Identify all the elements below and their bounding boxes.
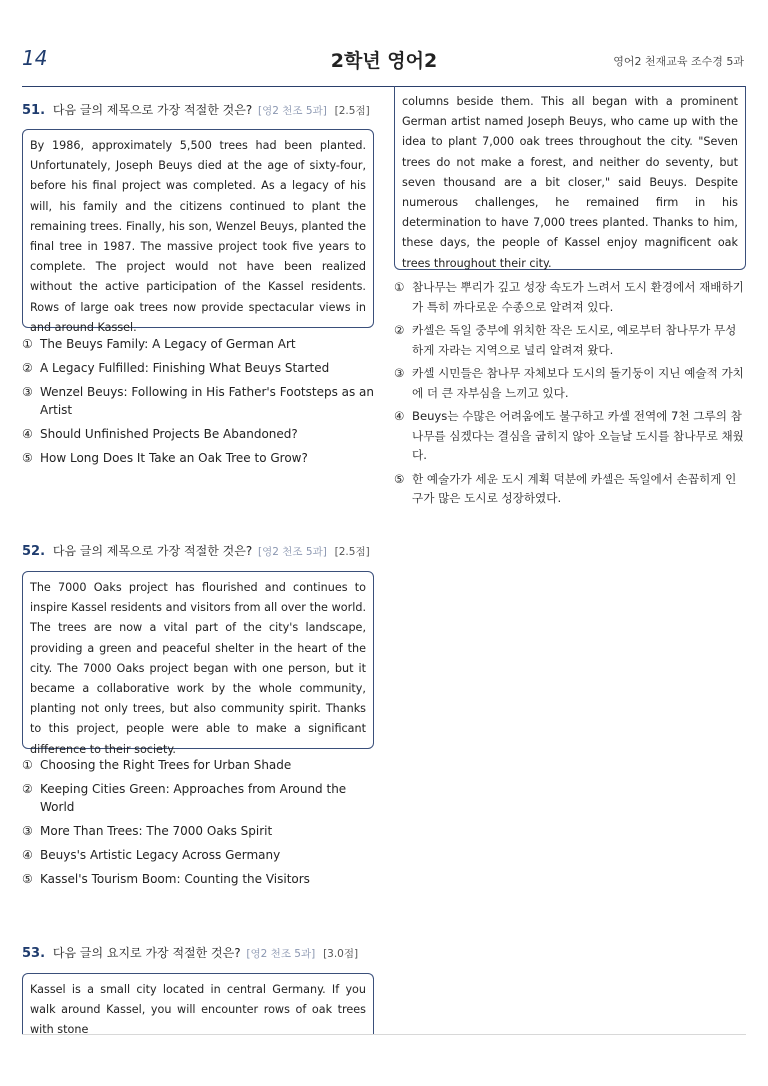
question-number: 53.	[22, 946, 46, 961]
choice-marker: ③	[22, 384, 33, 399]
choice-text: 카셀은 독일 중부에 위치한 작은 도시로, 예로부터 참나무가 무성하게 자라는 지역으로 널리 알려져 왔다.	[412, 323, 737, 357]
choice-text: How Long Does It Take an Oak Tree to Grow?	[40, 450, 308, 465]
choice-marker: ⑤	[394, 471, 405, 486]
choice-marker: ①	[22, 337, 33, 351]
choice-text: The Beuys Family: A Legacy of German Art	[40, 337, 296, 351]
choice-text: Choosing the Right Trees for Urban Shade	[40, 758, 292, 772]
answer-choice[interactable]	[394, 470, 746, 509]
choice-text: Beuys's Artistic Legacy Across Germany	[40, 847, 281, 862]
page-number: 14	[22, 46, 48, 70]
choice-marker: ③	[22, 823, 33, 838]
question-prompt: 다음 글의 제목으로 가장 적절한 것은?	[52, 544, 253, 558]
choice-text: More Than Trees: The 7000 Oaks Spirit	[40, 823, 273, 838]
choice-marker: ③	[394, 366, 405, 380]
question-number: 52.	[22, 544, 46, 559]
question-tag: [영2 천조 5과]	[246, 948, 316, 960]
answer-choice[interactable]	[22, 360, 374, 378]
question-prompt: 다음 글의 제목으로 가장 적절한 것은?	[52, 103, 253, 117]
answer-choice[interactable]	[22, 384, 374, 419]
question-tag: [영2 천조 5과]	[258, 546, 327, 558]
answer-choices	[22, 757, 374, 888]
answer-choice[interactable]	[22, 426, 374, 444]
answer-choice[interactable]	[22, 781, 374, 816]
page-title: 2학년 영어2	[330, 50, 438, 72]
choice-text: 한 예술가가 세운 도시 계획 덕분에 카셀은 독일에서 손꼽히게 인구가 많은 도시로 성장하였다.	[412, 471, 737, 505]
page-subtitle: 영어2 천재교육 조수경 5과	[613, 55, 744, 68]
question-title	[22, 101, 374, 120]
question-52	[22, 542, 374, 895]
choice-text: A Legacy Fulfilled: Finishing What Beuys Started	[40, 360, 330, 375]
question-51	[22, 101, 374, 474]
choice-marker: ②	[394, 323, 405, 337]
question-points: [3.0점]	[323, 948, 359, 960]
question-number: 51.	[22, 103, 46, 118]
choice-marker: ④	[22, 847, 33, 862]
choice-text: 카셀 시민들은 참나무 자체보다 도시의 돌기둥이 지닌 예술적 가치에 더 큰 자부심을 느끼고 있다.	[412, 366, 744, 400]
question-53-continued	[394, 86, 746, 513]
reading-passage: By 1986, approximately 5,500 trees had been planted. Unfortunately, Joseph Beuys died at the age of sixty-four, before his final project was completed. As a legacy of his will, his family and the citizens continued to plant the remaining trees. Finally, his son, Wenzel Beuys, planted the final tree in 1987. The massive project took five years to complete. The project would not have been realized without the active participation of the Kassel residents. Rows of large oak trees now provide spectacular views in and around Kassel.	[22, 129, 374, 328]
choice-text: Should Unfinished Projects Be Abandoned?	[40, 426, 298, 441]
reading-passage-continued: columns beside them. This all began with a prominent German artist named Joseph Beuys, who came up with the idea to plant 7,000 oak trees throughout the city. "Seven trees do not make a forest, and neither do seventy, but seven thousand are a bit closer," said Beuys. Despite numerous challenges, he remained firm in his determination to have 7,000 trees planted. Thanks to him, these days, the people of Kassel enjoy magnificent oak trees throughout their city.	[394, 86, 746, 270]
footer-divider	[22, 1034, 746, 1035]
question-points: [2.5점]	[334, 105, 370, 117]
answer-choice[interactable]	[394, 278, 746, 317]
reading-passage: Kassel is a small city located in central Germany. If you walk around Kassel, you will encounter rows of oak trees with stone	[22, 973, 374, 1035]
choice-marker: ⑤	[22, 871, 33, 886]
answer-choice[interactable]	[394, 364, 746, 403]
answer-choice[interactable]	[394, 321, 746, 360]
choice-marker: ②	[22, 360, 33, 375]
question-title	[22, 944, 374, 963]
choice-text: Wenzel Beuys: Following in His Father's Footsteps as an Artist	[40, 384, 375, 417]
answer-choice[interactable]	[22, 450, 374, 468]
question-53	[22, 944, 374, 1035]
choice-marker: ②	[22, 781, 33, 796]
question-prompt: 다음 글의 요지로 가장 적절한 것은?	[52, 946, 241, 960]
choice-text: Kassel's Tourism Boom: Counting the Visitors	[40, 871, 310, 886]
choice-text: Keeping Cities Green: Approaches from Around the World	[40, 781, 347, 814]
reading-passage: The 7000 Oaks project has flourished and continues to inspire Kassel residents and visitors from all over the world. The trees are now a vital part of the city's landscape, providing a green and peaceful shelter in the heart of the city. The 7000 Oaks project began with one person, but it became a collaborative work by the whole community, planting not only trees, but also community spirit. Thanks to this project, people were able to make a significant difference to their society.	[22, 571, 374, 749]
answer-choice[interactable]	[22, 336, 374, 354]
choice-marker: ①	[394, 280, 405, 294]
answer-choice[interactable]	[22, 847, 374, 865]
choice-text: Beuys는 수많은 어려움에도 불구하고 카셀 전역에 7천 그루의 참나무를 심겠다는 결심을 굽히지 않아 오늘날 도시를 참나무로 채웠다.	[412, 409, 744, 462]
choice-marker: ①	[22, 758, 33, 772]
answer-choice[interactable]	[394, 407, 746, 466]
question-points: [2.5점]	[334, 546, 370, 558]
choice-marker: ⑤	[22, 450, 33, 465]
choice-marker: ④	[22, 426, 33, 441]
answer-choice[interactable]	[22, 757, 374, 775]
choice-text: 참나무는 뿌리가 깊고 성장 속도가 느려서 도시 환경에서 재배하기가 특히 까다로운 수종으로 알려져 있다.	[412, 280, 744, 314]
answer-choice[interactable]	[22, 871, 374, 889]
answer-choices	[394, 278, 746, 509]
question-tag: [영2 천조 5과]	[258, 105, 327, 117]
answer-choices	[22, 336, 374, 467]
choice-marker: ④	[394, 409, 405, 423]
question-title	[22, 542, 374, 561]
answer-choice[interactable]	[22, 823, 374, 841]
